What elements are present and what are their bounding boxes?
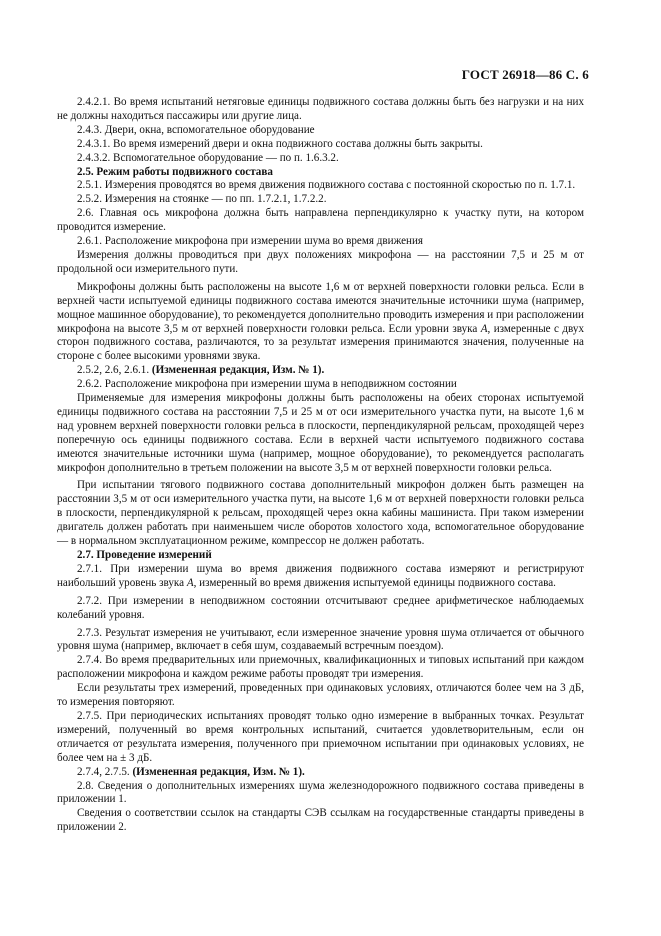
document-body: [57, 96, 584, 835]
section-heading-2-5: 2.5. Режим работы подвижного состава: [77, 165, 273, 178]
page-header: ГОСТ 26918—86 С. 6: [461, 67, 589, 82]
paragraph-microphone-height: [57, 281, 584, 364]
paragraph-2-6: 2.6. Главная ось микрофона должна быть направлена перпендикулярно к участку пути, на котором проводится измерение.: [57, 207, 584, 234]
paragraph-annex-2: Сведения о соответствии ссылок на стандарты СЭВ ссылкам на государственные стандарты приведены в приложении 2.: [57, 807, 584, 834]
paragraph-2-5-2: 2.5.2. Измерения на стоянке — по пп. 1.7.2.1, 1.7.2.2.: [77, 193, 327, 206]
amendment-prefix: 2.7.4, 2.7.5.: [77, 765, 133, 778]
paragraph-2-7-3: 2.7.3. Результат измерения не учитывают, если измеренное значение уровня шума отличается от обычного уровня шума (например, включает в себя шум, создаваемый встречным поездом).: [57, 626, 584, 653]
amendment-label: (Измененная редакция, Изм. № 1).: [151, 364, 325, 377]
paragraph-stationary-microphones: Применяемые для измерения микрофоны должны быть расположены на обеих сторонах испытуемой единицы подвижного состава на расстоянии 7,5 и 25 м от оси измерительного участка пути, на высоте 1,6 м над уровнем верхней поверхности головки рельса в плоскости, перпендикулярной рельсам, проходящей через поперечную ось единицы подвижного состава. Если в верхней части испытуемого подвижного состава имеются значительные источники шума (например, мощное оборудование), то рекомендуется располагать микрофон дополнительно в третьем положении на высоте 3,5 м от верхней поверхности головки рельса.: [57, 392, 584, 474]
italic-symbol: А: [480, 322, 488, 335]
text-segment: 2.7.1. При измерении шума во время движения подвижного состава измеряют и регистрируют наибольший уровень звука: [57, 562, 584, 589]
amendment-prefix: 2.5.2, 2.6, 2.6.1.: [77, 364, 152, 377]
amendment-note-2: [57, 766, 584, 780]
paragraph-2-4-2-1: 2.4.2.1. Во время испытаний нетяговые единицы подвижного состава должны быть без нагрузки и на них не должны находиться пассажиры или другие лица.: [57, 96, 584, 122]
paragraph-2-7-5: 2.7.5. При периодических испытаниях проводят только одно измерение в выбранных точках. Результат измерений, полученный во время контрольных испытаний, считается удовлетворительным, если он отличается от результата измерения, полученного при приемочном испытании при одинаковых условиях, не более чем на ± 3 дБ.: [57, 709, 584, 764]
paragraph-traction-stock: При испытании тягового подвижного состава дополнительный микрофон должен быть размещен на расстоянии 3,5 м от оси измерительного участка пути, на высоте 1,6 м от верхней поверхности головки рельса в плоскости, перпендикулярной к рельсам, проходящей через окна кабины машиниста. При таком измерении двигатель должен работать при наименьшем числе оборотов холостого хода, вспомогательное оборудование — в нормальном эксплуатационном режиме, компрессор не должен работать.: [57, 479, 584, 548]
amendment-label: (Измененная редакция, Изм. № 1).: [132, 765, 305, 778]
text-segment: Микрофоны должны быть расположены на высоте 1,6 м от верхней поверхности головки рельса. Если в верхней части испытуемой единицы подвижного состава имеются значительные источники шума (например, мощное машинное оборудование), то рекомендуется дополнительно проводить измерения и при расположении микрофона на высоте 3,5 м от верхней поверхности головки рельса. Если уровни звука: [57, 280, 584, 335]
paragraph-2-6-1: 2.6.1. Расположение микрофона при измерении шума во время движения: [77, 235, 423, 248]
text-segment: , измеренный во время движения испытуемой единицы подвижного состава.: [193, 576, 556, 589]
paragraph-2-8: 2.8. Сведения о дополнительных измерениях шума железнодорожного подвижного состава приведены в приложении 1.: [57, 779, 584, 806]
paragraph-2-7-4: 2.7.4. Во время предварительных или приемочных, квалификационных и типовых испытаний при каждом расположении микрофона и каждом режиме работы проводят три измерения.: [57, 654, 584, 681]
paragraph-three-measurements: Если результаты трех измерений, проведенных при одинаковых условиях, отличаются более чем на 3 дБ, то измерения повторяют.: [57, 682, 584, 709]
paragraph-2-7-1: [57, 563, 584, 591]
paragraph-2-5-1: 2.5.1. Измерения проводятся во время движения подвижного состава с постоянной скоростью по п. 1.7.1.: [77, 179, 576, 192]
paragraph-2-7-2: 2.7.2. При измерении в неподвижном состоянии отсчитывают среднее арифметическое наблюдаемых колебаний уровня.: [57, 594, 584, 621]
italic-symbol: А: [186, 576, 194, 589]
section-heading-2-7: 2.7. Проведение измерений: [77, 549, 212, 561]
paragraph-2-4-3: 2.4.3. Двери, окна, вспомогательное оборудование: [77, 123, 315, 136]
paragraph-2-4-3-1: 2.4.3.1. Во время измерений двери и окна подвижного состава должны быть закрыты.: [77, 137, 483, 150]
paragraph-2-6-2: 2.6.2. Расположение микрофона при измерении шума в неподвижном состоянии: [77, 378, 457, 391]
paragraph-2-4-3-2: 2.4.3.2. Вспомогательное оборудование — по п. 1.6.3.2.: [77, 151, 339, 164]
paragraph-two-positions: Измерения должны проводиться при двух положениях микрофона — на расстоянии 7,5 и 25 м от продольной оси измерительного пути.: [57, 248, 584, 275]
text-segment: , измеренные с двух сторон подвижного состава, различаются, то за результат измерения принимаются значения, полученные на стороне с более высокими уровнями звука.: [57, 322, 584, 363]
amendment-note-1: [57, 364, 584, 378]
